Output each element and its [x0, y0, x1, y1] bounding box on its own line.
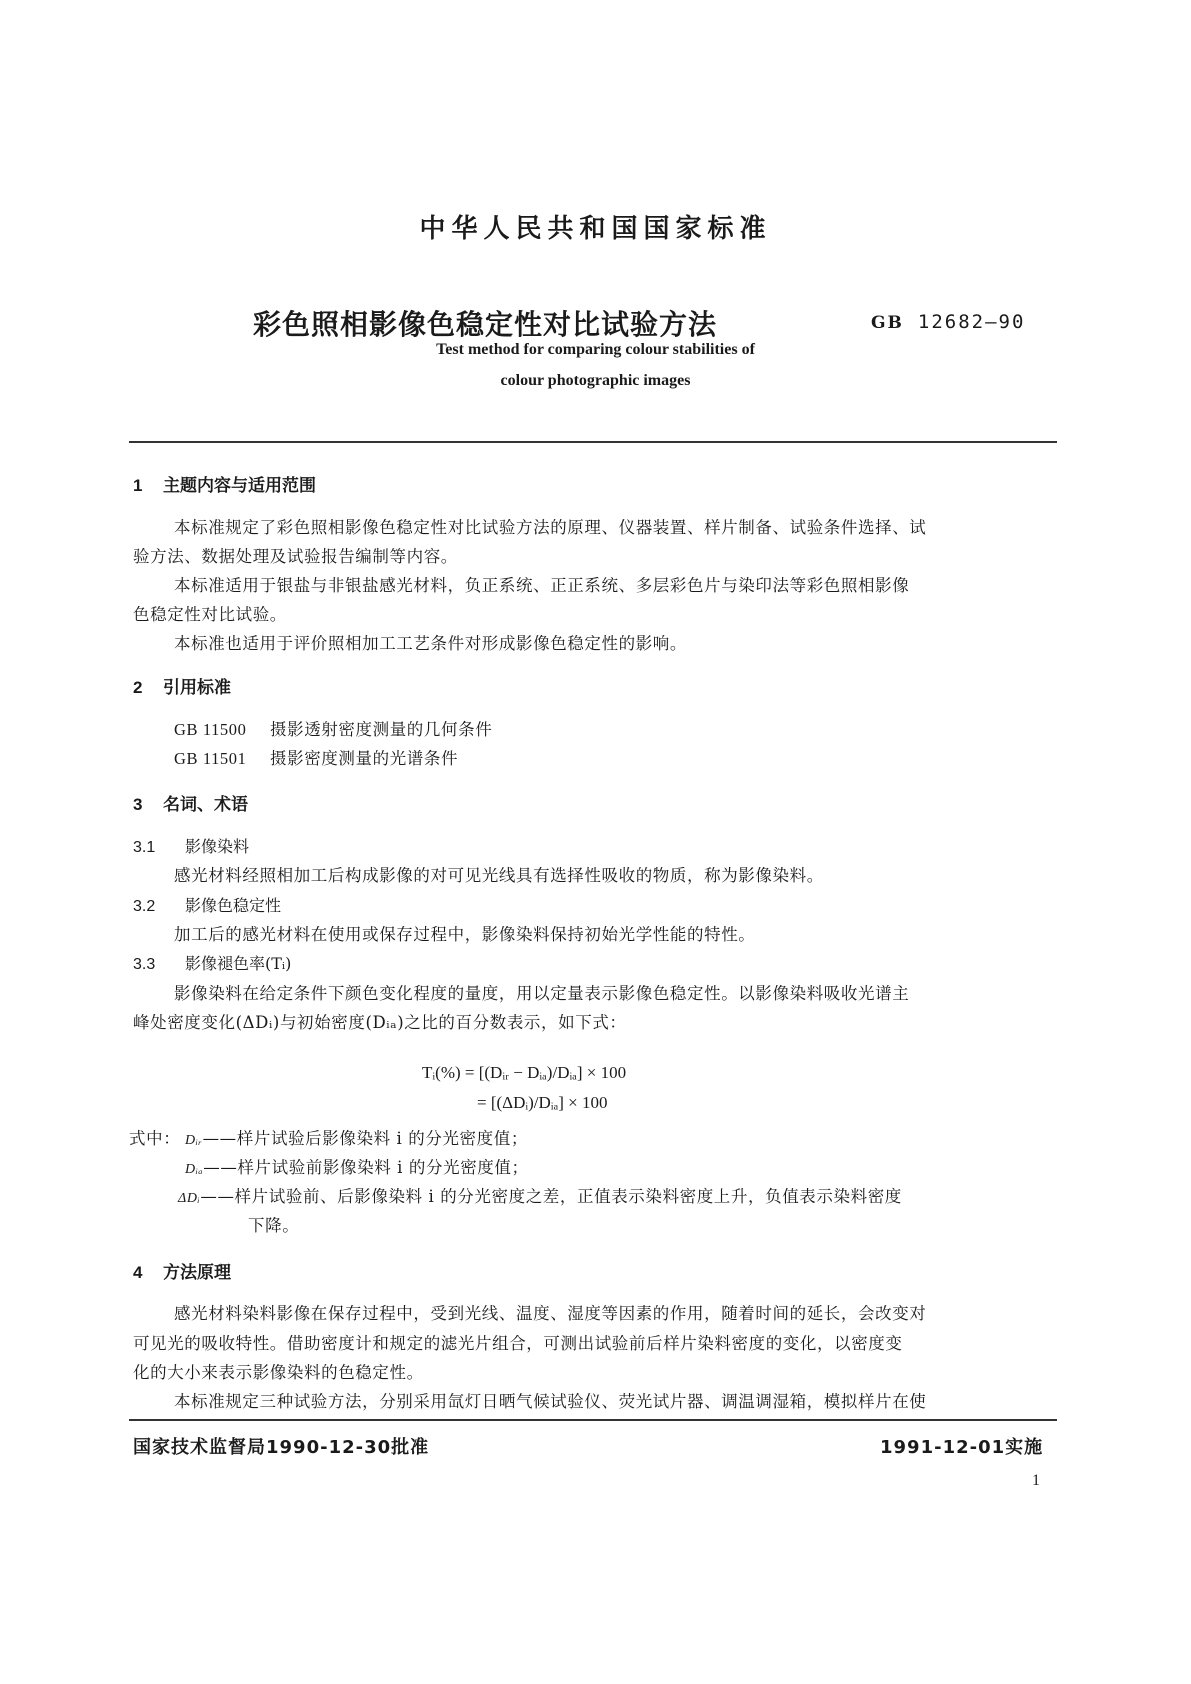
- s1-paragraph-3: 本标准也适用于评价照相加工工艺条件对形成影像色稳定性的影响。: [174, 634, 687, 653]
- term-number: 3.3: [133, 956, 156, 973]
- document-title-en-line2: colour photographic images: [500, 372, 691, 389]
- section-3-heading: [133, 790, 248, 815]
- approval-date: 国家技术监督局1990-12-30批准: [133, 1437, 430, 1458]
- page-number: 1: [1032, 1472, 1040, 1489]
- term-3-2-heading: [133, 893, 281, 916]
- term-3-3-definition-line-2: 峰处密度变化(ΔDᵢ)与初始密度(Dᵢₐ)之比的百分数表示，如下式：: [133, 1013, 627, 1032]
- effective-date: 1991-12-01实施: [880, 1437, 1044, 1458]
- s4-paragraph-1-line-2: 可见光的吸收特性。借助密度计和规定的滤光片组合，可测出试验前后样片染料密度的变化，以密度变: [133, 1334, 903, 1353]
- term-3-1-definition: 感光材料经照相加工后构成影像的对可见光线具有选择性吸收的物质，称为影像染料。: [174, 866, 824, 885]
- s1-paragraph-2-line-2: 色稳定性对比试验。: [133, 605, 287, 624]
- term-3-2-definition: 加工后的感光材料在使用或保存过程中，影像染料保持初始光学性能的特性。: [174, 925, 756, 944]
- standard-number: [871, 311, 1025, 333]
- s1-paragraph-2-line-1: 本标准适用于银盐与非银盐感光材料，负正系统、正正系统、多层彩色片与染印法等彩色照相影像: [174, 576, 910, 595]
- reference-name: 摄影密度测量的光谱条件: [270, 749, 459, 768]
- section-number: 2: [133, 678, 143, 697]
- where-symbol: ΔDᵢ: [178, 1191, 201, 1206]
- s4-paragraph-1-line-1: 感光材料染料影像在保存过程中，受到光线、温度、湿度等因素的作用，随着时间的延长，会改变对: [174, 1304, 927, 1323]
- section-1-heading: [133, 471, 316, 496]
- top-divider: [129, 441, 1057, 443]
- section-number: 4: [133, 1263, 143, 1282]
- where-description: ——样片试验前影像染料 i 的分光密度值；: [203, 1158, 529, 1177]
- footer-divider: [129, 1419, 1057, 1421]
- section-title: 引用标准: [163, 678, 231, 698]
- s1-paragraph-1-line-2: 验方法、数据处理及试验报告编制等内容。: [133, 547, 458, 566]
- reference-code: GB 11501: [174, 749, 247, 768]
- formula-line-2: = [(ΔDᵢ)/Dᵢₐ] × 100: [477, 1093, 608, 1112]
- term-3-1-heading: [133, 834, 249, 857]
- standard-prefix: GB: [871, 313, 904, 333]
- section-4-heading: [133, 1258, 231, 1283]
- standard-code: 12682—90: [917, 311, 1026, 333]
- section-title: 主题内容与适用范围: [163, 476, 316, 496]
- term-3-3-heading: [133, 951, 291, 974]
- where-label: 式中：: [129, 1129, 181, 1148]
- national-standard-header: 中华人民共和国国家标准: [419, 214, 772, 244]
- reference-code: GB 11500: [174, 720, 247, 739]
- term-title: 影像褪色率(Tᵢ): [185, 954, 292, 973]
- formula-line-1: Tᵢ(%) = [(Dᵢᵣ − Dᵢₐ)/Dᵢₐ] × 100: [422, 1063, 627, 1082]
- reference-name: 摄影透射密度测量的几何条件: [270, 720, 493, 739]
- where-description: ——样片试验后影像染料 i 的分光密度值；: [202, 1129, 528, 1148]
- section-number: 1: [133, 476, 143, 495]
- document-title-en-line1: Test method for comparing colour stabilities of: [436, 341, 755, 358]
- s1-paragraph-1-line-1: 本标准规定了彩色照相影像色稳定性对比试验方法的原理、仪器装置、样片制备、试验条件选择、试: [174, 518, 927, 537]
- section-title: 名词、术语: [163, 795, 248, 815]
- section-number: 3: [133, 795, 143, 814]
- where-symbol: Dᵢᵣ: [185, 1133, 203, 1148]
- s4-paragraph-2: 本标准规定三种试验方法，分别采用氙灯日晒气候试验仪、荧光试片器、调温调湿箱，模拟样片在使: [174, 1392, 927, 1411]
- term-3-3-definition-line-1: 影像染料在给定条件下颜色变化程度的量度，用以定量表示影像色稳定性。以影像染料吸收光谱主: [174, 984, 910, 1003]
- section-2-heading: [133, 673, 231, 698]
- where-item-continuation: 下降。: [248, 1216, 300, 1235]
- where-symbol: Dᵢₐ: [185, 1162, 204, 1177]
- where-item: [178, 1183, 902, 1207]
- term-title: 影像染料: [185, 837, 250, 856]
- where-description: ——样片试验前、后影像染料 i 的分光密度之差，正值表示染料密度上升，负值表示染料密度: [200, 1187, 902, 1206]
- where-item: [185, 1125, 528, 1149]
- document-title-cn: 彩色照相影像色稳定性对比试验方法: [253, 308, 718, 341]
- term-title: 影像色稳定性: [185, 896, 282, 915]
- term-number: 3.2: [133, 898, 156, 915]
- reference-item: [174, 716, 492, 740]
- term-number: 3.1: [133, 839, 156, 856]
- section-title: 方法原理: [163, 1263, 231, 1283]
- s4-paragraph-1-line-3: 化的大小来表示影像染料的色稳定性。: [133, 1363, 424, 1382]
- reference-item: [174, 745, 458, 769]
- where-item: [185, 1154, 529, 1178]
